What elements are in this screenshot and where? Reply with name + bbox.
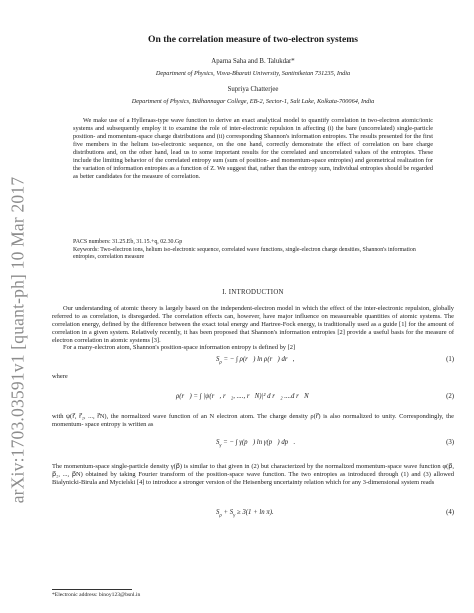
intro-paragraph-3	[52, 413, 454, 429]
abstract	[73, 117, 433, 181]
pacs-numbers: PACS numbers: 31.25.Eb, 31.15.+q, 02.30.Gp	[73, 239, 183, 245]
affiliation-1: Department of Physics, Visva-Bharati University, Santiniketan 731235, India	[155, 70, 351, 77]
affiliation-2: Department of Physics, Bidhannagar College, EB-2, Sector-1, Salt Lake, Kolkata-700064, India	[131, 98, 375, 105]
keywords: Keywords: Two-electron ions, helium iso-electronic sequence, correlated wave functions, single-electron charge densities, Shannon's information entropies, correlation measure	[73, 247, 416, 261]
equation-number: (3)	[446, 439, 454, 446]
authors-line-1: Aparna Saha and B. Talukdar*	[211, 58, 295, 65]
equation-body: $S_\rho + S_\gamma \ge 3(1 + \ln \pi)$.	[216, 509, 274, 519]
equation-3	[52, 439, 454, 453]
paragraph-text: For a many-electron atom, Shannon's position-space information entropy is defined by [2]	[63, 344, 296, 351]
abstract-text: We make use of a Hylleraas-type wave function to derive an exact analytical model to quantify correlation in two-electron atomic/ionic systems and subsequently employ it to examine the role of inter-electronic repulsion in affecting (i) the bare (uncorrelated) single-particle position- and momentum-space charge distributions and (ii) corresponding Shannon's information entropies. The results presented for the first five members in the helium iso-electronic sequence, on the one hand, correctly demonstrate the effect of correlation on bare charge distributions and, on the other hand, lead us to some important results for the correlated and uncorrelated values of the entropies. These include the limiting behavior of the correlated entropy sum (sum of position- and momentum-space entropies) and geometrical realization for the variation of information entropies as a function of Z. We suggest that, rather than the entropy sum, individual entropies should be regarded as better candidates for the measure of correlation.	[73, 117, 433, 181]
equation-body: $S_\gamma$ = − ∫ γ(p⃗) ln γ(p⃗) dp⃗.	[216, 439, 296, 449]
equation-body: ρ(r⃗) = ∫ |ψ(r⃗, r⃗₂, ...., r⃗N)|² d r⃗₂ ....d r⃗N	[176, 393, 309, 400]
equation-2	[52, 393, 454, 407]
footnote-rule	[52, 589, 132, 590]
equation-4	[52, 509, 454, 523]
intro-paragraph-4	[52, 463, 454, 487]
section-heading: I. INTRODUCTION	[222, 289, 284, 296]
equation-body: $S_\rho$ = − ∫ ρ(r⃗) ln ρ(r⃗) dr⃗,	[216, 356, 295, 366]
paper-title: On the correlation measure of two-electron systems	[148, 34, 358, 45]
where-word: where	[52, 373, 68, 380]
intro-paragraph-2	[52, 344, 454, 352]
paragraph-text: The momentum-space single-particle density γ(p⃗) is similar to that given in (2) but characterized by the normalized momentum-space wave function φ(p⃗, p⃗₂, ..., p⃗N) obtained by taking Fourier transform of the position-space wave function. The two entropies as introduced through (1) and (3) allowed Bialynicki-Birula and Mycielski [4] to introduce a stronger version of the Heisenberg uncertainty relation which for any 3-dimensional system reads	[52, 463, 454, 487]
authors-line-2: Supriya Chatterjee	[227, 86, 279, 93]
arxiv-sidebar	[0, 120, 36, 560]
arxiv-identifier: arXiv:1703.03591v1 [quant-ph] 10 Mar 2017	[7, 176, 28, 504]
equation-number: (4)	[446, 509, 454, 516]
equation-number: (2)	[446, 393, 454, 400]
paragraph-text: with ψ(r⃗, r⃗₂, ..., r⃗N), the normalized wave function of an N electron atom. The charge density ρ(r⃗) is also normalized to unity. Correspondingly, the momentum- space entropy is written as	[52, 413, 454, 429]
equation-1	[52, 356, 454, 370]
equation-number: (1)	[446, 356, 454, 363]
intro-paragraph-1	[52, 305, 454, 345]
footnote: *Electronic address: binoy123@bsnl.in	[52, 592, 141, 598]
paragraph-text: Our understanding of atomic theory is largely based on the independent-electron model in which the effect of the inter-electronic repulsion, globally referred to as correlation, is disregarded. The correlation effects can, however, have major influence on measureable quantities of atomic systems. The correlation energy, defined by the difference between the exact total energy and Hartree-Fock energy, is traditionally used as a guide [1] for the amount of correlation in a given system. Relatively recently, it has been proposed that Shannon's information entropies [2] provide a useful basis for the measure of electron correlation in atomic systems [3].	[52, 305, 454, 345]
